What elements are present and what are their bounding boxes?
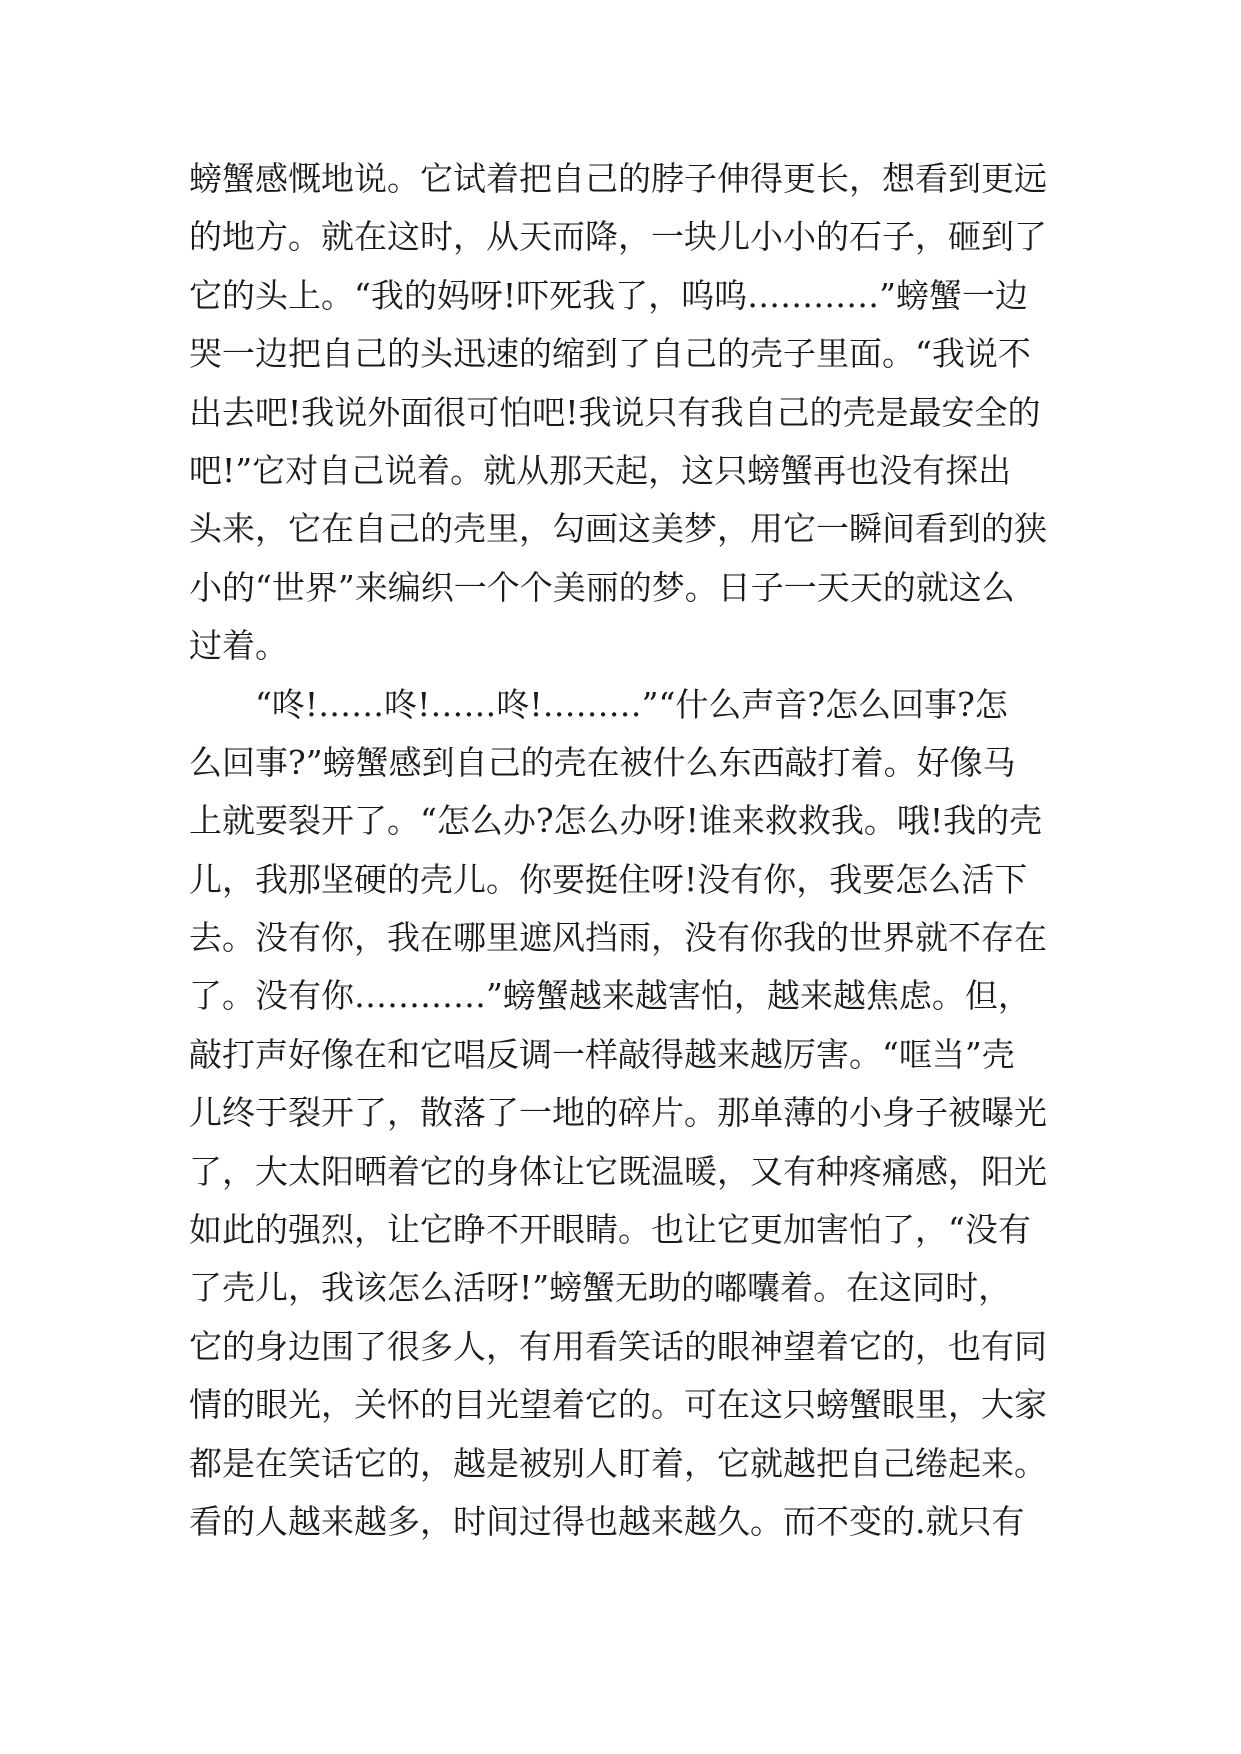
- text-line: 过着。: [189, 626, 288, 666]
- text-line: 去。没有你，我在哪里遮风挡雨，没有你我的世界就不存在: [189, 918, 1047, 958]
- text-line: 了壳儿，我该怎么活呀!”螃蟹无助的嘟囔着。在这同时，: [189, 1268, 1012, 1308]
- text-line: 情的眼光，关怀的目光望着它的。可在这只螃蟹眼里，大家: [189, 1385, 1047, 1425]
- text-line: 儿，我那坚硬的壳儿。你要挺住呀!没有你，我要怎么活下: [189, 859, 1028, 899]
- text-line: 它的身边围了很多人，有用看笑话的眼神望着它的，也有同: [189, 1326, 1047, 1366]
- text-line: 小的“世界”来编织一个个美丽的梦。日子一天天的就这么: [189, 567, 1015, 607]
- text-line: 的地方。就在这时，从天而降，一块儿小小的石子，砸到了: [189, 217, 1047, 257]
- text-line: 出去吧!我说外面很可怕吧!我说只有我自己的壳是最安全的: [189, 392, 1041, 432]
- text-line: 了，大太阳晒着它的身体让它既温暖，又有种疼痛感，阳光: [189, 1151, 1047, 1191]
- text-line: 头来，它在自己的壳里，勾画这美梦，用它一瞬间看到的狭: [189, 509, 1047, 549]
- text-line: 哭一边把自己的头迅速的缩到了自己的壳子里面。“我说不: [189, 334, 1031, 374]
- text-line: 么回事?”螃蟹感到自己的壳在被什么东西敲打着。好像马: [189, 742, 1016, 782]
- text-line: 如此的强烈，让它睁不开眼睛。也让它更加害怕了，“没有: [189, 1210, 1031, 1250]
- text-line: 敲打声好像在和它唱反调一样敲得越来越厉害。“哐当”壳: [189, 1034, 1015, 1074]
- text-line: 了。没有你…………”螃蟹越来越害怕，越来越焦虑。但，: [189, 976, 1031, 1016]
- body-text: [189, 150, 1069, 1551]
- text-line: 看的人越来越多，时间过得也越来越久。而不变的.就只有: [189, 1501, 1025, 1541]
- paragraph-start-line: “咚!……咚!……咚!………”“什么声音?怎么回事?怎: [255, 684, 1008, 724]
- text-line: 吧!”它对自己说着。就从那天起，这只螃蟹再也没有探出: [189, 450, 1012, 490]
- text-line: 螃蟹感慨地说。它试着把自己的脖子伸得更长，想看到更远: [189, 159, 1047, 198]
- text-line: 都是在笑话它的，越是被别人盯着，它就越把自己绻起来。: [189, 1443, 1047, 1483]
- text-line: 它的头上。“我的妈呀!吓死我了，呜呜…………”螃蟹一边: [189, 275, 1029, 315]
- text-line: 儿终于裂开了，散落了一地的碎片。那单薄的小身子被曝光: [189, 1093, 1047, 1133]
- text-line: 上就要裂开了。“怎么办?怎么办呀!谁来救救我。哦!我的壳: [189, 801, 1043, 841]
